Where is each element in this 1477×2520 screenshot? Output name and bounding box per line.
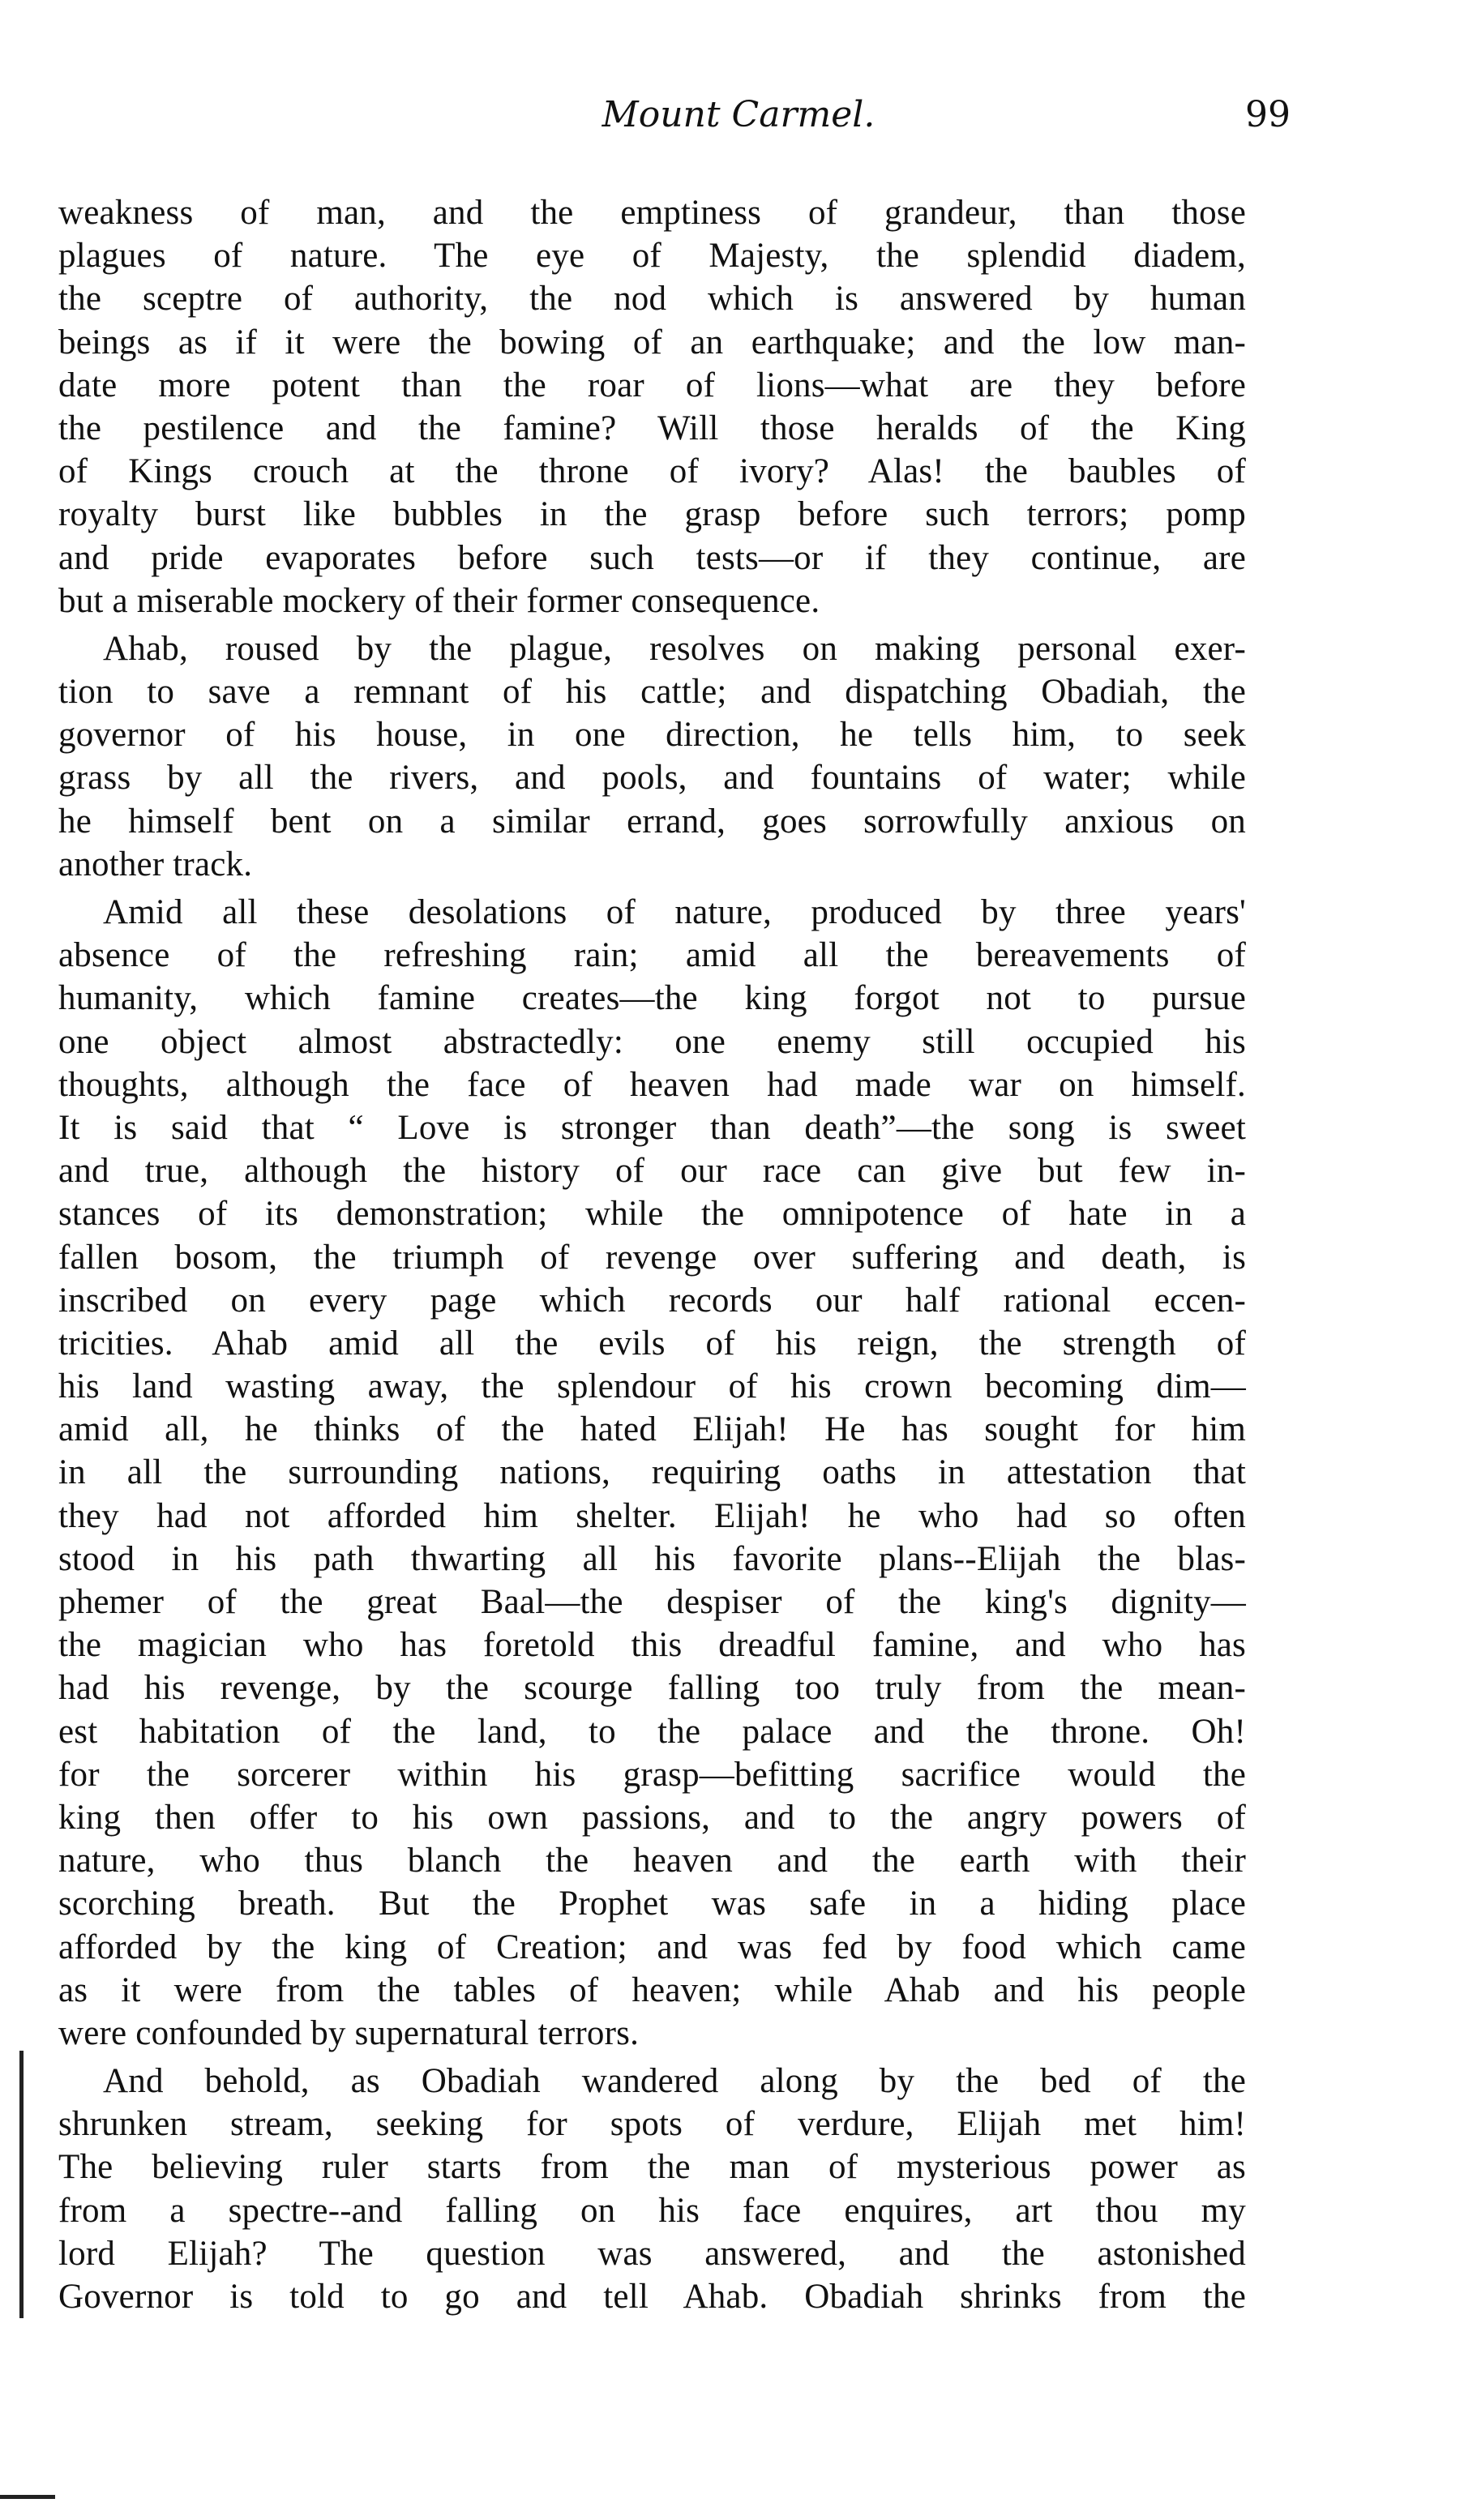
text-line: thoughts, although the face of heaven had made war on himself. [58,1065,1246,1104]
text-line: And behold, as Obadiah wandered along by the bed of the [103,2062,1246,2101]
text-line: tion to save a remnant of his cattle; and dispatching Obadiah, the [58,673,1246,712]
text-line: stood in his path thwarting all his favorite plans--Elijah the blas- [58,1539,1246,1578]
text-line: another track. [58,845,253,883]
text-line: The believing ruler starts from the man of mysterious power as [58,2148,1246,2187]
text-line: as it were from the tables of heaven; while Ahab and his people [58,1970,1246,2009]
text-line: lord Elijah? The question was answered, and the astonished [58,2234,1246,2273]
text-line: the pestilence and the famine? Will those heralds of the King [58,409,1246,447]
text-line: one object almost abstractedly: one enemy still occupied his [58,1022,1246,1061]
page-number: 99 [1245,94,1291,135]
text-line: and pride evaporates before such tests—or if they continue, are [58,538,1246,577]
text-line: had his revenge, by the scourge falling too truly from the mean- [58,1669,1246,1708]
text-line: scorching breath. But the Prophet was safe in a hiding place [58,1885,1246,1923]
text-line: plagues of nature. The eye of Majesty, the splendid diadem, [58,237,1246,276]
text-line: beings as if it were the bowing of an earthquake; and the low man- [58,323,1246,362]
text-line: the sceptre of authority, the nod which is answered by human [58,280,1246,319]
text-line: amid all, he thinks of the hated Elijah! He has sought for him [58,1410,1246,1449]
text-line: est habitation of the land, to the palace and the throne. Oh! [58,1712,1246,1751]
text-line: grass by all the rivers, and pools, and fountains of water; while [58,759,1246,798]
body-text [58,191,1246,2318]
text-line: phemer of the great Baal—the despiser of the king's dignity— [58,1583,1246,1621]
text-line: Amid all these desolations of nature, produced by three years' [103,893,1246,931]
running-head [0,91,1477,148]
running-title: Mount Carmel. [602,94,875,135]
text-line: and true, although the history of our race can give but few in- [58,1152,1246,1191]
text-line: inscribed on every page which records our half rational eccen- [58,1281,1246,1320]
text-line: fallen bosom, the triumph of revenge over suffering and death, is [58,1238,1246,1277]
text-line: Ahab, roused by the plague, resolves on making personal exer- [103,629,1246,668]
text-line: tricities. Ahab amid all the evils of his reign, the strength of [58,1324,1246,1363]
text-line: they had not afforded him shelter. Elijah! he who had so often [58,1496,1246,1535]
text-line: stances of its demonstration; while the omnipotence of hate in a [58,1195,1246,1234]
text-line: afforded by the king of Creation; and was fed by food which came [58,1927,1246,1966]
text-line: Governor is told to go and tell Ahab. Obadiah shrinks from the [58,2278,1246,2316]
text-line: were confounded by supernatural terrors. [58,2013,640,2052]
text-line: of Kings crouch at the throne of ivory? Alas! the baubles of [58,452,1246,491]
binding-margin-rule [19,2051,24,2318]
text-line: the magician who has foretold this dreadful famine, and who has [58,1626,1246,1665]
text-line: absence of the refreshing rain; amid all the bereavements of [58,936,1246,975]
text-line: nature, who thus blanch the heaven and the earth with their [58,1842,1246,1880]
paragraph-1 [58,191,1246,623]
text-line: for the sorcerer within his grasp—befitting sacrifice would the [58,1755,1246,1794]
text-line: his land wasting away, the splendour of his crown becoming dim— [58,1367,1246,1406]
text-line: humanity, which famine creates—the king forgot not to pursue [58,979,1246,1018]
text-line: from a spectre--and falling on his face enquires, art thou my [58,2191,1246,2230]
text-line: date more potent than the roar of lions—what are they before [58,366,1246,404]
text-line: weakness of man, and the emptiness of grandeur, than those [58,194,1246,232]
text-line: governor of his house, in one direction, he tells him, to seek [58,716,1246,755]
text-line: shrunken stream, seeking for spots of verdure, Elijah met him! [58,2105,1246,2144]
text-line: royalty burst like bubbles in the grasp before such terrors; pomp [58,495,1246,534]
scan-edge-mark [0,2495,55,2499]
paragraph-4 [58,2060,1246,2318]
text-line: in all the surrounding nations, requiring oaths in attestation that [58,1453,1246,1492]
text-line: but a miserable mockery of their former consequence. [58,581,820,620]
text-line: he himself bent on a similar errand, goes sorrowfully anxious on [58,802,1246,841]
text-line: It is said that “ Love is stronger than death”—the song is sweet [58,1108,1246,1147]
paragraph-3 [58,891,1246,2055]
paragraph-2 [58,627,1246,886]
text-line: king then offer to his own passions, and to the angry powers of [58,1798,1246,1837]
